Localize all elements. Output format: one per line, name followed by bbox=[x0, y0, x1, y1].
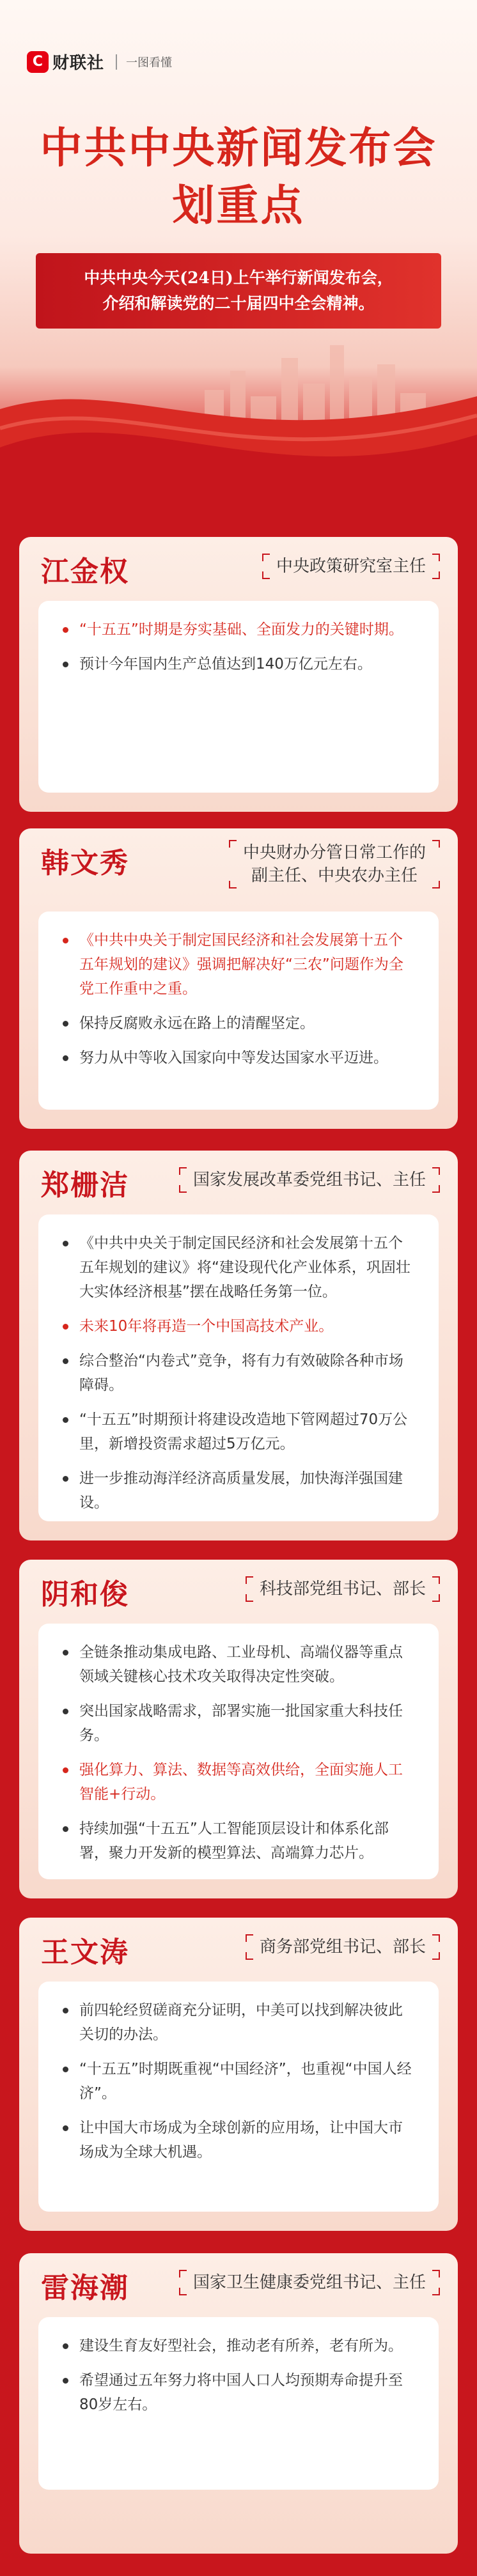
speaker-card-header bbox=[19, 2253, 458, 2317]
bullet-point: 突出国家战略需求，部署实施一批国家重大科技任务。 bbox=[60, 1699, 417, 1748]
bracket-left-icon bbox=[229, 840, 238, 888]
bullet-point: “十五五”时期既重视“中国经济”，也重视“中国人经济”。 bbox=[60, 2057, 417, 2106]
speaker-role-text bbox=[254, 1578, 431, 1601]
bullet-point: 未来10年将再造一个中国高技术产业。 bbox=[60, 1314, 417, 1338]
speaker-name: 雷海潮 bbox=[41, 2272, 129, 2304]
speaker-card bbox=[19, 1918, 458, 2231]
speaker-card bbox=[19, 537, 458, 812]
role-line: 科技部党组书记、部长 bbox=[259, 1579, 426, 1599]
bullet-point: 《中共中央关于制定国民经济和社会发展第十五个五年规划的建议》将“建设现代化产业体系，巩固壮大实体经济根基”摆在战略任务第一位。 bbox=[60, 1231, 417, 1304]
bullet-point: 《中共中央关于制定国民经济和社会发展第十五个五年规划的建议》强调把解决好“三农”问题作为全党工作重中之重。 bbox=[60, 928, 417, 1001]
bracket-left-icon bbox=[262, 554, 271, 579]
role-line: 副主任、中央农办主任 bbox=[251, 866, 418, 885]
speaker-name: 韩文秀 bbox=[41, 847, 129, 880]
bullet-point: 建设生育友好型社会，推动老有所养，老有所为。 bbox=[60, 2334, 417, 2358]
speaker-card-header bbox=[19, 537, 458, 601]
speaker-points bbox=[38, 1624, 439, 1879]
speaker-role bbox=[246, 1934, 440, 1960]
bracket-right-icon bbox=[431, 840, 440, 888]
speaker-name: 江金权 bbox=[41, 555, 129, 588]
speaker-name: 王文涛 bbox=[41, 1936, 129, 1969]
speaker-role-text bbox=[271, 555, 431, 578]
speaker-points bbox=[38, 912, 439, 1110]
speaker-card bbox=[19, 1560, 458, 1898]
speaker-role-text bbox=[238, 841, 431, 887]
role-line: 国家卫生健康委党组书记、主任 bbox=[192, 2273, 426, 2292]
speaker-name: 阴和俊 bbox=[41, 1578, 129, 1611]
bullet-point: “十五五”时期是夯实基础、全面发力的关键时期。 bbox=[60, 617, 417, 642]
speaker-role bbox=[229, 840, 440, 888]
speaker-card-header bbox=[19, 828, 458, 892]
bullet-point: 综合整治“内卷式”竞争，将有力有效破除各种市场障碍。 bbox=[60, 1349, 417, 1397]
bullet-point: 预计今年国内生产总值达到140万亿元左右。 bbox=[60, 652, 417, 676]
bracket-left-icon bbox=[246, 1934, 254, 1960]
hero-banner bbox=[0, 0, 477, 524]
bracket-left-icon bbox=[246, 1576, 254, 1602]
speaker-role bbox=[246, 1576, 440, 1602]
speaker-role bbox=[262, 554, 440, 579]
bullet-point: 保持反腐败永远在路上的清醒坚定。 bbox=[60, 1011, 417, 1036]
brand-name: 财联社 bbox=[52, 54, 105, 73]
speaker-card-header bbox=[19, 1918, 458, 1982]
page-title-line2: 划重点 bbox=[172, 180, 305, 230]
speaker-points bbox=[38, 601, 439, 793]
speaker-role bbox=[179, 2270, 440, 2295]
bullet-point: 前四轮经贸磋商充分证明，中美可以找到解决彼此关切的办法。 bbox=[60, 1998, 417, 2047]
bracket-right-icon bbox=[431, 1934, 440, 1960]
subtitle-line1: 中共中央今天(24日)上午举行新闻发布会， bbox=[84, 268, 393, 287]
role-line: 商务部党组书记、部长 bbox=[259, 1937, 426, 1957]
cls-logo-icon: C bbox=[27, 51, 49, 73]
bullet-point: 努力从中等收入国家向中等发达国家水平迈进。 bbox=[60, 1046, 417, 1070]
bracket-left-icon bbox=[179, 1167, 188, 1193]
speaker-card bbox=[19, 828, 458, 1129]
speaker-card bbox=[19, 1151, 458, 1540]
bullet-point: 持续加强“十五五”人工智能顶层设计和体系化部署，聚力开发新的模型算法、高端算力芯片。 bbox=[60, 1817, 417, 1865]
speaker-points bbox=[38, 2317, 439, 2490]
brand-tag: 一图看懂 bbox=[126, 56, 173, 70]
speaker-role bbox=[179, 1167, 440, 1193]
bullet-point: 全链条推动集成电路、工业母机、高端仪器等重点领域关键核心技术攻关取得决定性突破。 bbox=[60, 1640, 417, 1689]
bracket-right-icon bbox=[431, 1167, 440, 1193]
bullet-point: 希望通过五年努力将中国人口人均预期寿命提升至80岁左右。 bbox=[60, 2368, 417, 2417]
page-title-line1: 中共中央新闻发布会 bbox=[40, 123, 437, 173]
bullet-point: 让中国大市场成为全球创新的应用场，让中国大市场成为全球大机遇。 bbox=[60, 2116, 417, 2164]
bracket-right-icon bbox=[431, 1576, 440, 1602]
speaker-card bbox=[19, 2253, 458, 2554]
bracket-left-icon bbox=[179, 2270, 188, 2295]
speaker-card-header bbox=[19, 1560, 458, 1624]
bullet-point: 强化算力、算法、数据等高效供给，全面实施人工智能+行动。 bbox=[60, 1758, 417, 1806]
role-line: 国家发展改革委党组书记、主任 bbox=[192, 1170, 426, 1190]
red-ribbon-decoration bbox=[0, 358, 477, 524]
speaker-role-text bbox=[188, 1168, 431, 1191]
bullet-point: 进一步推动海洋经济高质量发展，加快海洋强国建设。 bbox=[60, 1466, 417, 1515]
speaker-name: 郑栅洁 bbox=[41, 1169, 129, 1202]
subtitle-box bbox=[36, 253, 441, 329]
speaker-card-header bbox=[19, 1151, 458, 1214]
role-line: 中央财办分管日常工作的 bbox=[242, 843, 426, 862]
speaker-role-text bbox=[254, 1936, 431, 1959]
subtitle-line2: 介绍和解读党的二十届四中全会精神。 bbox=[102, 294, 375, 313]
bullet-point: “十五五”时期预计将建设改造地下管网超过70万公里，新增投资需求超过5万亿元。 bbox=[60, 1408, 417, 1456]
role-line: 中央政策研究室主任 bbox=[276, 557, 426, 576]
speaker-points bbox=[38, 1214, 439, 1521]
brand-bar bbox=[27, 50, 172, 74]
speaker-points bbox=[38, 1982, 439, 2212]
brand-divider bbox=[116, 54, 117, 70]
bracket-right-icon bbox=[431, 2270, 440, 2295]
speaker-role-text bbox=[188, 2271, 431, 2294]
bracket-right-icon bbox=[431, 554, 440, 579]
